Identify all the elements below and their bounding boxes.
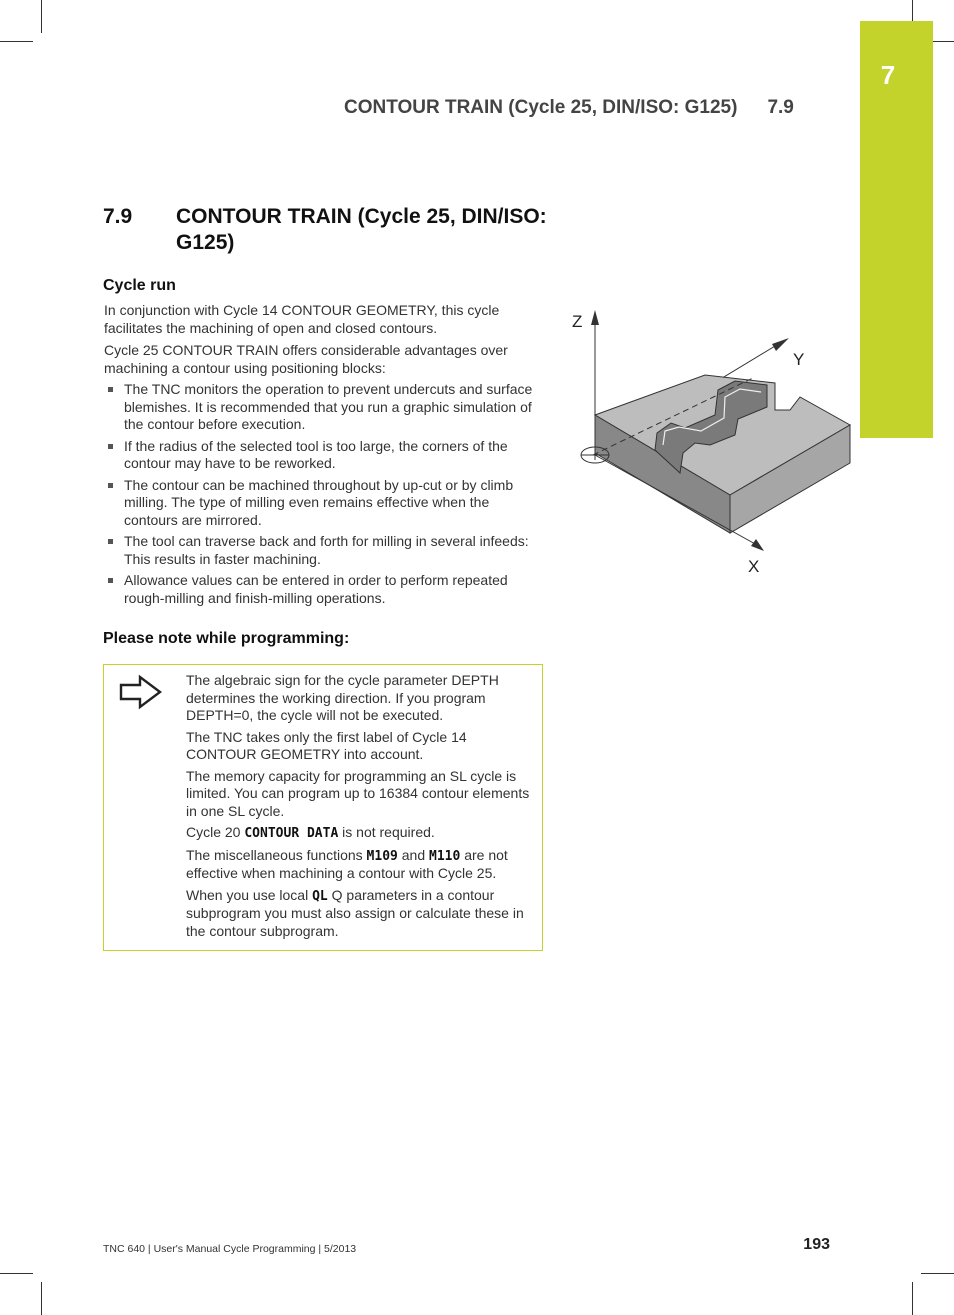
bullet-square-icon bbox=[108, 539, 113, 544]
list-item-text: The TNC monitors the operation to prevent undercuts and surface blemishes. It is recommended that you run a graphic simulation of the contour before execution. bbox=[124, 381, 533, 432]
cycle-run-paragraph: Cycle 25 CONTOUR TRAIN offers considerable advantages over machining a contour using positioning blocks: bbox=[104, 342, 508, 376]
note-item bbox=[186, 887, 536, 941]
crop-mark bbox=[921, 1273, 954, 1274]
contour-train-figure bbox=[572, 305, 855, 580]
note-text: When you use local bbox=[186, 886, 313, 903]
list-item bbox=[104, 381, 539, 434]
footer-text: TNC 640 | User's Manual Cycle Programming | 5/2013 bbox=[103, 1243, 357, 1255]
note-text: is not required. bbox=[338, 824, 435, 840]
section-title-text: CONTOUR TRAIN (Cycle 25, DIN/ISO: G125) bbox=[176, 205, 547, 254]
crop-mark bbox=[41, 0, 42, 33]
note-item bbox=[186, 847, 536, 883]
cycle-run-heading: Cycle run bbox=[103, 277, 176, 294]
y-axis-label: Y bbox=[793, 350, 805, 369]
running-header bbox=[344, 97, 830, 119]
note-item: The TNC takes only the first label of Cycle 14 CONTOUR GEOMETRY into account. bbox=[186, 728, 467, 762]
page-number: 193 bbox=[803, 1236, 830, 1253]
list-item-text: The contour can be machined throughout by up-cut or by climb milling. The type of milling even remains effective when the contours are mirrored. bbox=[124, 476, 514, 528]
z-axis-arrow-icon bbox=[591, 310, 599, 325]
crop-mark bbox=[41, 1282, 42, 1315]
note-item bbox=[186, 824, 536, 843]
cycle-run-paragraph: In conjunction with Cycle 14 CONTOUR GEOMETRY, this cycle facilitates the machining of open and closed contours. bbox=[104, 302, 500, 336]
list-item bbox=[104, 572, 539, 607]
cycle-run-bullets bbox=[104, 381, 539, 611]
note-text: The miscellaneous functions bbox=[186, 846, 367, 863]
note-code: M110 bbox=[429, 848, 461, 864]
chapter-number: 7 bbox=[880, 60, 896, 90]
bullet-square-icon bbox=[108, 444, 113, 449]
note-text: Cycle 20 bbox=[186, 824, 245, 840]
list-item-text: Allowance values can be entered in order to perform repeated rough-milling and finish-milling operations. bbox=[124, 572, 508, 606]
y-axis-arrow-icon bbox=[772, 338, 789, 351]
crop-mark bbox=[912, 1282, 913, 1315]
arrow-right-icon bbox=[118, 673, 164, 713]
list-item-text: If the radius of the selected tool is too large, the corners of the contour may have to be reworked. bbox=[124, 437, 508, 471]
note-code: M109 bbox=[366, 848, 398, 864]
note-code: CONTOUR DATA bbox=[244, 826, 339, 841]
running-header-title: CONTOUR TRAIN (Cycle 25, DIN/ISO: G125) bbox=[344, 97, 738, 118]
list-item bbox=[104, 438, 539, 473]
crop-mark bbox=[0, 1273, 33, 1274]
note-divider bbox=[184, 665, 185, 950]
note-item: The memory capacity for programming an SL cycle is limited. You can program up to 16384 contour elements in one SL cycle. bbox=[186, 767, 530, 819]
note-item: The algebraic sign for the cycle parameter DEPTH determines the working direction. If you program DEPTH=0, the cycle will not be executed. bbox=[186, 672, 499, 723]
list-item-text: The tool can traverse back and forth for milling in several infeeds: This results in faster machining. bbox=[124, 533, 529, 567]
x-axis-label: X bbox=[748, 557, 760, 576]
bullet-square-icon bbox=[108, 387, 113, 392]
note-text: are not effective when machining a contour with Cycle 25. bbox=[186, 846, 508, 881]
section-number: 7.9 bbox=[103, 205, 133, 228]
bullet-square-icon bbox=[108, 578, 113, 583]
note-text: and bbox=[397, 846, 429, 863]
running-header-section: 7.9 bbox=[767, 97, 794, 118]
list-item bbox=[104, 533, 539, 568]
x-axis-arrow-icon bbox=[751, 539, 764, 551]
z-axis-label: Z bbox=[572, 312, 583, 331]
bullet-square-icon bbox=[108, 483, 113, 488]
note-heading: Please note while programming: bbox=[103, 630, 350, 647]
crop-mark bbox=[0, 41, 33, 42]
note-items bbox=[186, 672, 536, 944]
note-code: QL bbox=[312, 888, 328, 904]
note-text: Q parameters in a contour subprogram you must also assign or calculate these in the contour subprogram. bbox=[186, 886, 524, 939]
list-item bbox=[104, 477, 539, 530]
